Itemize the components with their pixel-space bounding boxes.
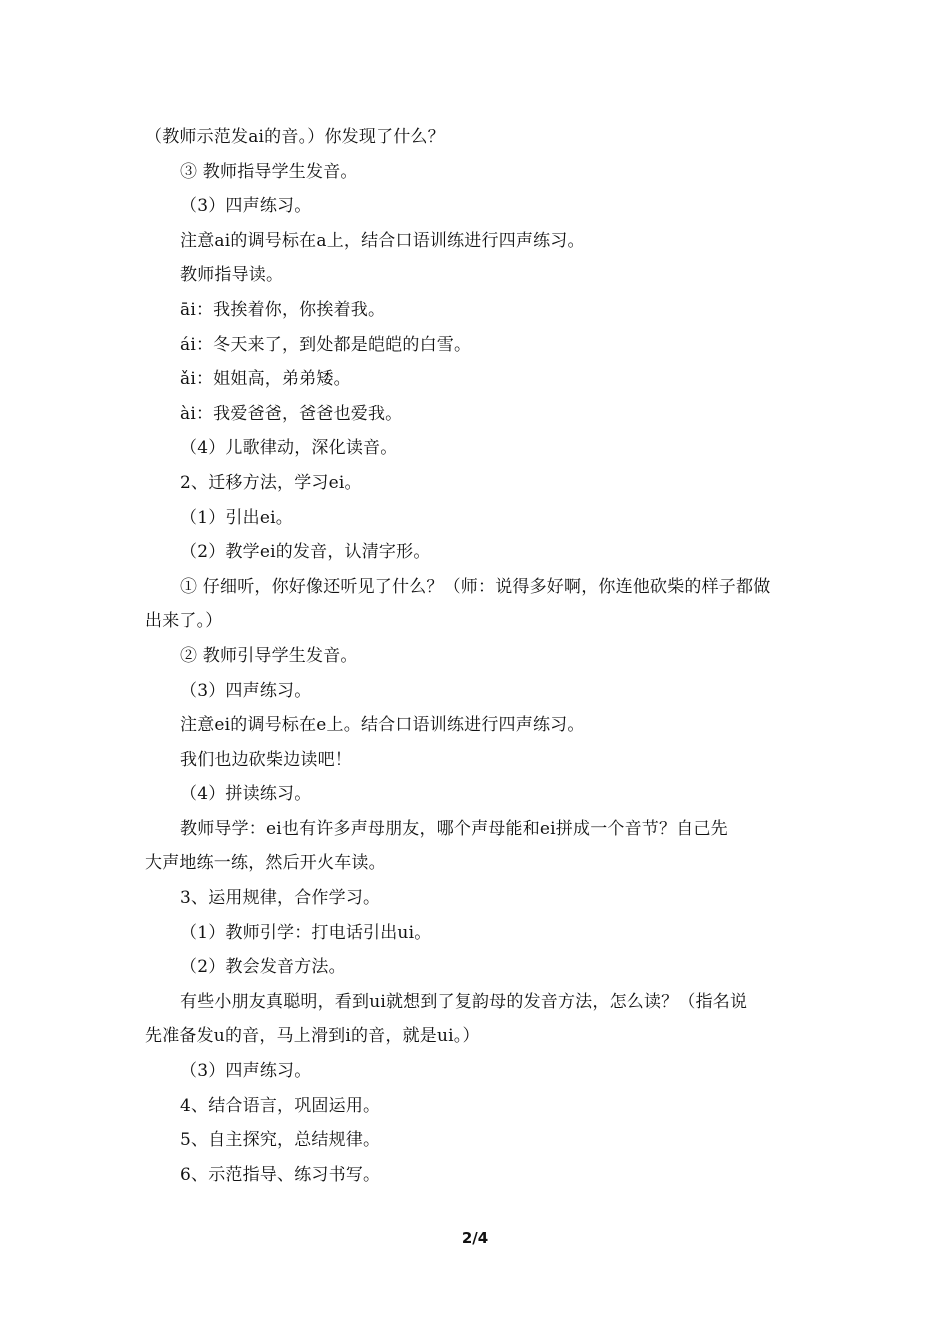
text-line: 4、结合语言，巩固运用。 (180, 1095, 381, 1116)
text-line: ① 仔细听，你好像还听见了什么？（师：说得多好啊，你连他砍柴的样子都做 (180, 576, 771, 597)
text-line: 3、运用规律，合作学习。 (180, 888, 381, 909)
text-line: （2）教学ei的发音，认清字形。 (180, 542, 431, 563)
text-line: （教师示范发ai的音。）你发现了什么？ (145, 127, 445, 147)
text-line: 注意ei的调号标在e上。结合口语训练进行四声练习。 (180, 715, 585, 736)
text-line: 我们也边砍柴边读吧！ (180, 749, 352, 770)
text-line: 教师指导读。 (180, 265, 284, 286)
text-line: āi：我挨着你，你挨着我。 (180, 299, 386, 320)
text-line: 先准备发u的音，马上滑到i的音，就是ui。） (145, 1026, 480, 1047)
text-line: （2）教会发音方法。 (180, 957, 346, 978)
text-line: 教师导学：ei也有许多声母朋友，哪个声母能和ei拼成一个音节？自己先 (180, 818, 728, 839)
text-line: ǎi：姐姐高，弟弟矮。 (180, 369, 351, 390)
text-line: 大声地练一练，然后开火车读。 (145, 853, 386, 874)
text-line: ② 教师引导学生发音。 (180, 645, 358, 666)
text-line: （4）拼读练习。 (180, 784, 312, 805)
text-line: （3）四声练习。 (180, 680, 312, 701)
text-line: 出来了。） (145, 611, 223, 632)
text-line: （4）儿歌律动，深化读音。 (180, 438, 398, 459)
page-number: 2/4 (461, 1229, 489, 1247)
text-line: ái：冬天来了，到处都是皑皑的白雪。 (180, 334, 472, 355)
text-line: 2、迁移方法，学习ei。 (180, 472, 362, 493)
text-line: （1）引出ei。 (180, 507, 293, 528)
text-line: （3）四声练习。 (180, 196, 312, 217)
document-body (145, 120, 810, 1192)
text-line: （1）教师引学：打电话引出ui。 (180, 922, 432, 943)
text-line: 5、自主探究，总结规律。 (180, 1130, 381, 1151)
text-line: 有些小朋友真聪明，看到ui就想到了复韵母的发音方法，怎么读？（指名说 (180, 991, 748, 1012)
text-line: ③ 教师指导学生发音。 (180, 161, 358, 182)
text-line: 注意ai的调号标在a上，结合口语训练进行四声练习。 (180, 230, 585, 251)
text-line: （3）四声练习。 (180, 1061, 312, 1082)
text-line: 6、示范指导、练习书写。 (180, 1164, 381, 1185)
text-line: ài：我爱爸爸，爸爸也爱我。 (180, 403, 403, 424)
